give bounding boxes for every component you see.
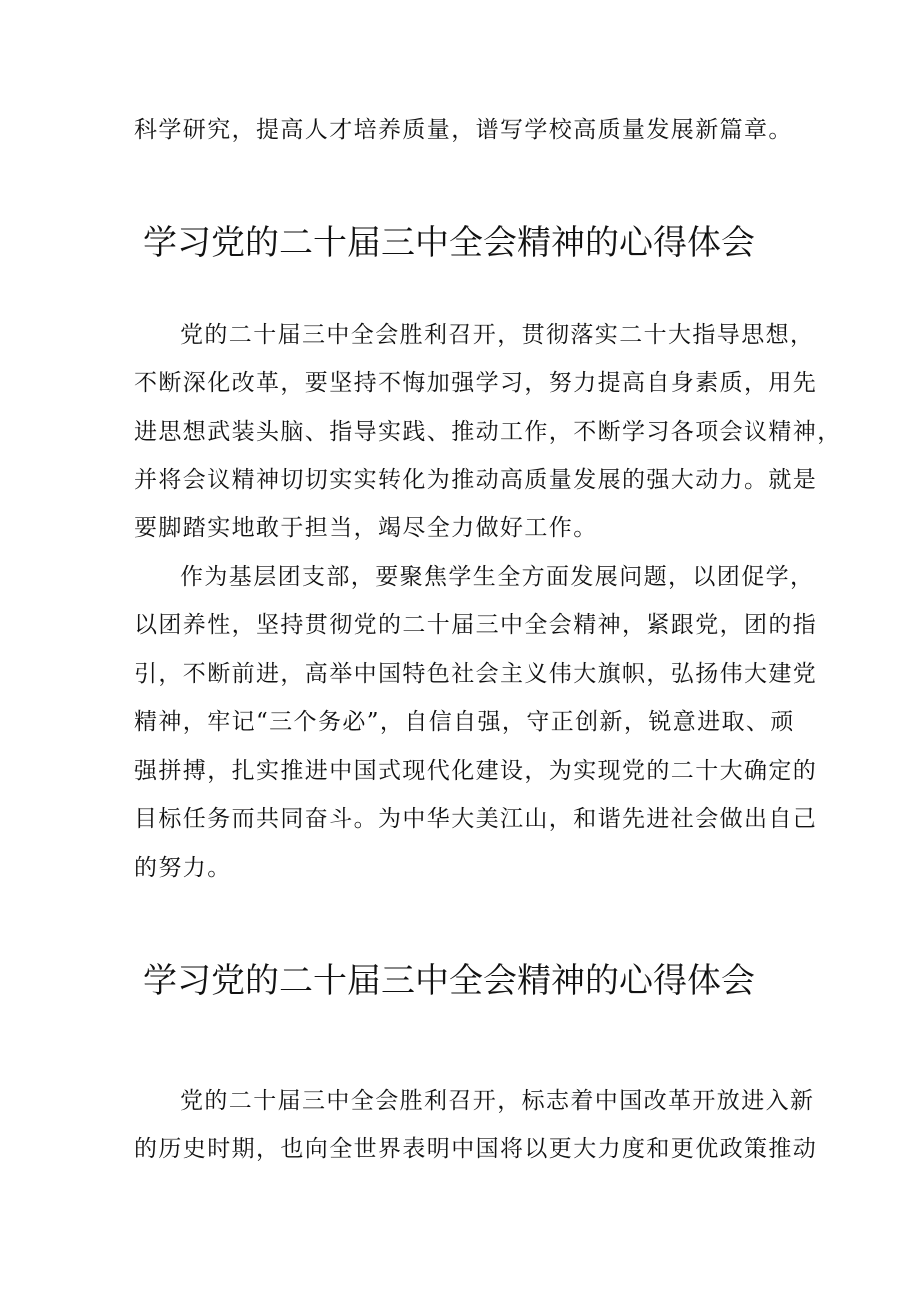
intro-tail-line: 科学研究，提高人才培养质量，谱写学校高质量发展新篇章。	[134, 117, 793, 143]
text-line: 精神，牢记“三个务必”，自信自强，守正创新，锐意进取、顽	[134, 709, 795, 735]
text-line: 强拼搏，扎实推进中国式现代化建设，为实现党的二十大确定的	[134, 758, 818, 784]
text-line: 的历史时期，也向全世界表明中国将以更大力度和更优政策推动	[134, 1136, 818, 1162]
text-line: 要脚踏实地敢于担当，竭尽全力做好工作。	[134, 515, 598, 541]
text-line: 作为基层团支部，要聚焦学生全方面发展问题，以团促学，	[180, 564, 815, 590]
text-line: 引，不断前进，高举中国特色社会主义伟大旗帜，弘扬伟大建党	[134, 661, 818, 687]
text-line: 以团养性，坚持贯彻党的二十届三中全会精神，紧跟党，团的指	[134, 612, 818, 638]
text-line: 不断深化改革，要坚持不悔加强学习，努力提高自身素质，用先	[134, 370, 818, 396]
text-line: 目标任务而共同奋斗。为中华大美江山，和谐先进社会做出自己	[134, 806, 818, 832]
text-line: 并将会议精神切切实实转化为推动高质量发展的强大动力。就是	[134, 467, 818, 493]
text-line: 党的二十届三中全会胜利召开，贯彻落实二十大指导思想，	[180, 322, 815, 348]
text-line: 党的二十届三中全会胜利召开，标志着中国改革开放进入新	[180, 1088, 815, 1114]
article-1-title: 学习党的二十届三中全会精神的心得体会	[143, 223, 755, 263]
article-2-title: 学习党的二十届三中全会精神的心得体会	[143, 961, 755, 1001]
text-line: 的努力。	[134, 855, 232, 881]
text-line: 进思想武装头脑、指导实践、推动工作，不断学习各项会议精神，	[134, 419, 842, 445]
